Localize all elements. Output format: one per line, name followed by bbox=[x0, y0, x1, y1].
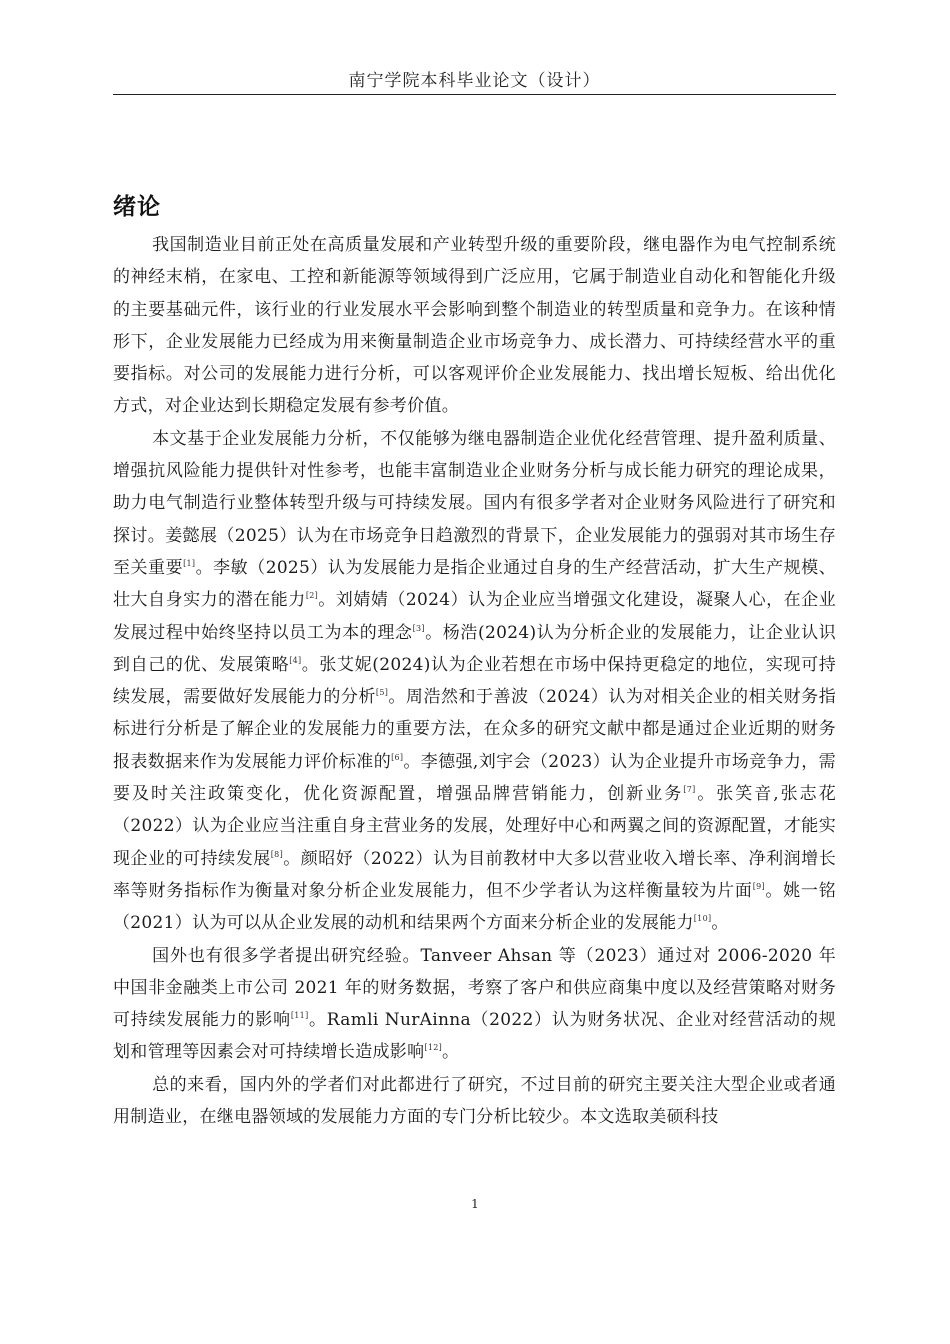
paragraph-3 bbox=[113, 940, 836, 1069]
text-segment: 。 bbox=[711, 913, 729, 934]
text-segment: 本文基于企业发展能力分析，不仅能够为继电器制造企业优化经营管理、提升盈利质量、增强抗风险能力提供针对性参考，也能丰富制造业企业财务分析与成长能力研究的理论成果，助力电气制造行业整体转型升级与可持续发展。国内有很多学者对企业财务风险进行了研究和探讨。姜懿展（2025）认为在市场竞争日趋激烈的背景下，企业发展能力的强弱对其市场生存至关重要 bbox=[113, 428, 836, 578]
paragraph-4: 总的来看，国内外的学者们对此都进行了研究，不过目前的研究主要关注大型企业或者通用制造业，在继电器领域的发展能力方面的专门分析比较少。本文选取美硕科技 bbox=[113, 1074, 836, 1128]
citation-11: [11] bbox=[290, 1011, 309, 1021]
citation-6: [6] bbox=[391, 752, 404, 762]
text-segment: 。颜昭妤（2022）认为目前教材中大多以营业收入增长率、净利润增长率等财务指标作为衡量对象分析企业发展能力，但不少学者认为这样衡量较为片面 bbox=[113, 848, 837, 901]
text-segment: 。姚一铭（2021）认为可以从企业发展的动机和结果两个方面来分析企业的发展能力 bbox=[113, 880, 836, 934]
citation-7: [7] bbox=[683, 785, 696, 795]
running-header: 南宁学院本科毕业论文（设计） bbox=[348, 71, 601, 91]
text-segment: 。李敏（2025）认为发展能力是指企业通过自身的生产经营活动，扩大生产规模、壮大自身实力的潜在能力 bbox=[113, 557, 836, 611]
text-segment: 。杨浩(2024)认为分析企业的发展能力，让企业认识到自己的优、发展策略 bbox=[113, 622, 836, 675]
citation-8: [8] bbox=[270, 849, 283, 859]
text-segment: 。Ramli NurAinna（2022）认为财务状况、企业对经营活动的规划和管理等因素会对可持续增长造成影响 bbox=[113, 1010, 836, 1063]
header-rule bbox=[113, 94, 836, 95]
citation-12: [12] bbox=[424, 1043, 443, 1053]
citation-4: [4] bbox=[289, 655, 302, 665]
page-number: 1 bbox=[471, 1197, 479, 1211]
text-segment: 。张艾妮(2024)认为企业若想在市场中保持更稳定的地位，实现可持续发展，需要做好发展能力的分析 bbox=[113, 654, 836, 708]
citation-10: [10] bbox=[693, 914, 712, 924]
text-segment: 。张笑音,张志花（2022）认为企业应当注重自身主营业务的发展，处理好中心和两翼之间的资源配置，才能实现企业的可持续发展 bbox=[113, 784, 836, 869]
text-segment: 。 bbox=[442, 1042, 460, 1063]
text-segment: 。李德强,刘宇会（2023）认为企业提升市场竞争力，需要及时关注政策变化，优化资源配置，增强品牌营销能力，创新业务 bbox=[113, 751, 836, 805]
body-text bbox=[113, 229, 836, 1133]
citation-3: [3] bbox=[412, 623, 425, 633]
citation-9: [9] bbox=[752, 881, 765, 891]
citation-2: [2] bbox=[305, 591, 319, 601]
paragraph-2 bbox=[113, 423, 836, 940]
citation-5: [5] bbox=[375, 688, 389, 698]
text-segment: 。刘婧婧（2024）认为企业应当增强文化建设，凝聚人心，在企业发展过程中始终坚持以员工为本的理念 bbox=[113, 590, 836, 643]
paragraph-1: 我国制造业目前正处在高质量发展和产业转型升级的重要阶段，继电器作为电气控制系统的神经末梢，在家电、工控和新能源等领域得到广泛应用，它属于制造业自动化和智能化升级的主要基础元件，该行业的行业发展水平会影响到整个制造业的转型质量和竞争力。在该种情形下，企业发展能力已经成为用来衡量制造企业市场竞争力、成长潜力、可持续经营水平的重要指标。对公司的发展能力进行分析，可以客观评价企业发展能力、找出增长短板、给出优化方式，对企业达到长期稳定发展有参考价值。 bbox=[113, 235, 836, 417]
section-title: 绪论 bbox=[113, 194, 161, 220]
citation-1: [1] bbox=[183, 558, 196, 568]
text-segment: 。周浩然和于善波（2024）认为对相关企业的相关财务指标进行分析是了解企业的发展能力的重要方法，在众多的研究文献中都是通过企业近期的财务报表数据来作为发展能力评价标准的 bbox=[113, 687, 836, 772]
text-segment: 国外也有很多学者提出研究经验。Tanveer Ahsan 等（2023）通过对 2006-2020 年中国非金融类上市公司 2021 年的财务数据，考察了客户和供应商集中度以及经营策略对财务可持续发展能力的影响 bbox=[113, 945, 836, 1031]
